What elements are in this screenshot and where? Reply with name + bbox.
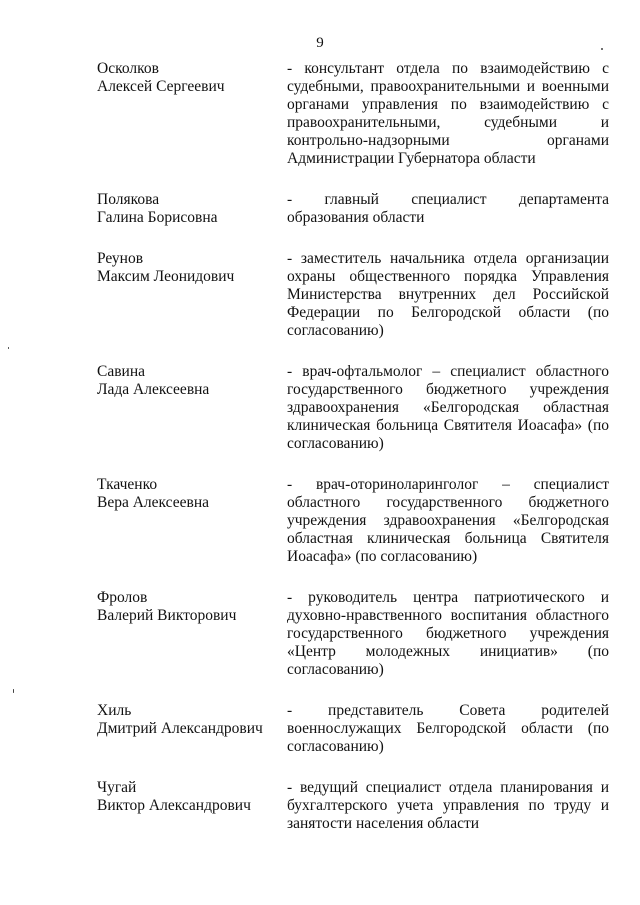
list-item bbox=[97, 589, 609, 679]
member-list bbox=[97, 60, 609, 833]
member-given-names: Дмитрий Александрович bbox=[97, 720, 263, 737]
member-name bbox=[97, 702, 283, 756]
member-name bbox=[97, 476, 283, 566]
member-given-names: Виктор Александрович bbox=[97, 797, 251, 814]
member-given-names: Галина Борисовна bbox=[97, 209, 218, 226]
list-item bbox=[97, 363, 609, 453]
member-surname: Реунов bbox=[97, 250, 144, 267]
list-item bbox=[97, 779, 609, 833]
member-name bbox=[97, 779, 283, 833]
member-surname: Полякова bbox=[97, 191, 160, 208]
member-name bbox=[97, 589, 283, 679]
member-position: - главный специалист департамента образования области bbox=[287, 191, 609, 226]
member-surname: Хиль bbox=[97, 702, 132, 719]
member-position: - заместитель начальника отдела организации охраны общественного порядка Управления Министерства внутренних дел Российской Федерации по Белгородской области (по согласованию) bbox=[287, 250, 609, 339]
member-given-names: Валерий Викторович bbox=[97, 607, 237, 624]
scan-speck bbox=[13, 689, 14, 693]
member-position: - руководитель центра патриотического и духовно-нравственного воспитания областного государственного бюджетного учреждения «Центр молодежных инициатив» (по согласованию) bbox=[287, 589, 609, 678]
member-surname: Чугай bbox=[97, 779, 137, 796]
member-given-names: Вера Алексеевна bbox=[97, 494, 209, 511]
member-given-names: Лада Алексеевна bbox=[97, 381, 210, 398]
list-item bbox=[97, 702, 609, 756]
member-position: - врач-оториноларинголог – специалист областного государственного бюджетного учреждения здравоохранения «Белгородская областная клиническая больница Святителя Иоасафа» (по согласованию) bbox=[287, 476, 609, 565]
member-name bbox=[97, 250, 283, 340]
page-number: 9 bbox=[316, 35, 324, 51]
member-surname: Осколков bbox=[97, 60, 159, 77]
member-surname: Фролов bbox=[97, 589, 148, 606]
member-surname: Ткаченко bbox=[97, 476, 158, 493]
member-position: - представитель Совета родителей военнослужащих Белгородской области (по согласованию) bbox=[287, 702, 609, 755]
member-name bbox=[97, 363, 283, 453]
scan-speck bbox=[601, 48, 603, 50]
list-item bbox=[97, 60, 609, 168]
member-given-names: Алексей Сергеевич bbox=[97, 78, 225, 95]
member-name bbox=[97, 60, 283, 168]
list-item bbox=[97, 476, 609, 566]
member-position: - консультант отдела по взаимодействию с судебными, правоохранительными и военными органами управления по взаимодействию с правоохранительными, судебными и контрольно-надзорными органами Администрации Губернатора области bbox=[287, 60, 609, 167]
list-item bbox=[97, 250, 609, 340]
scan-speck bbox=[8, 347, 9, 349]
member-name bbox=[97, 191, 283, 227]
member-surname: Савина bbox=[97, 363, 146, 380]
member-given-names: Максим Леонидович bbox=[97, 268, 235, 285]
member-position: - ведущий специалист отдела планирования и бухгалтерского учета управления по труду и занятости населения области bbox=[287, 779, 609, 832]
member-position: - врач-офтальмолог – специалист областного государственного бюджетного учреждения здравоохранения «Белгородская областная клиническая больница Святителя Иоасафа» (по согласованию) bbox=[287, 363, 609, 452]
list-item bbox=[97, 191, 609, 227]
